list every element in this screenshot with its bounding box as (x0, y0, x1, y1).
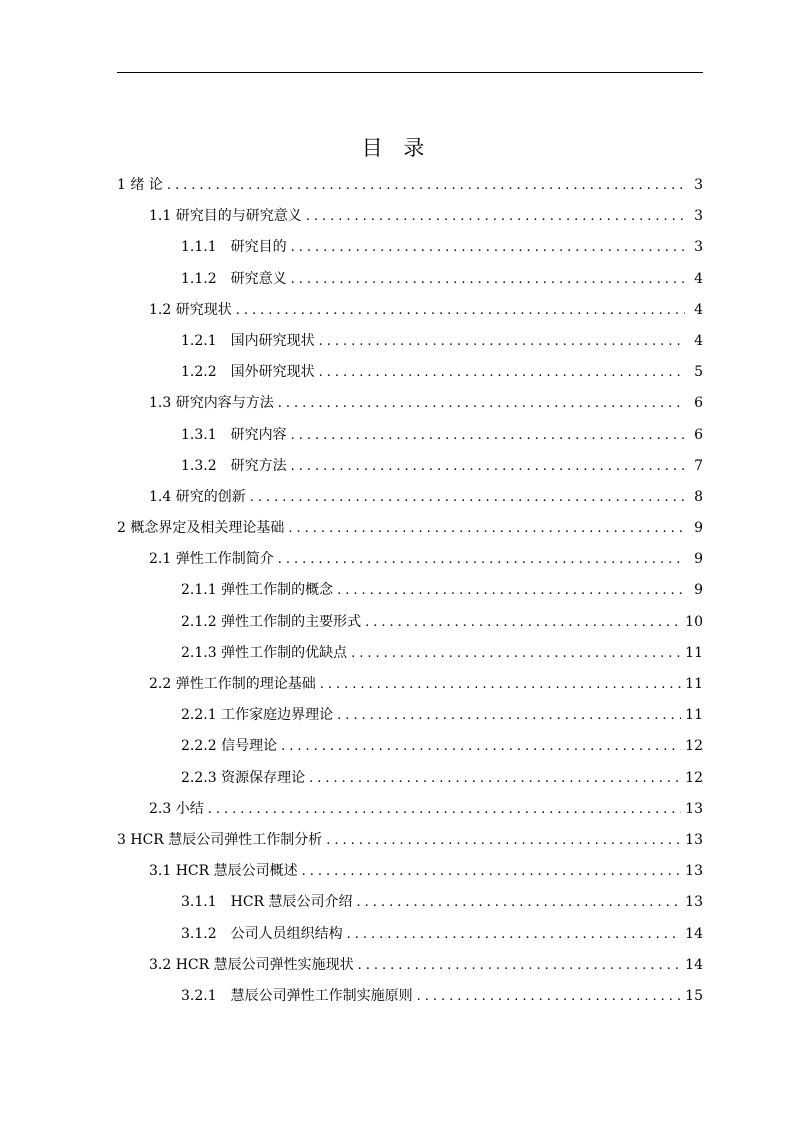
toc-entry-title: 2.1.1 弹性工作制的概念 (181, 582, 334, 599)
toc-entry[interactable] (117, 984, 703, 1015)
toc-entry[interactable] (117, 485, 703, 516)
toc-entry-title: 3.1.2 公司人员组织结构 (181, 925, 343, 942)
toc-entry-title: 1 绪 论 (117, 177, 163, 193)
toc-entry[interactable] (117, 672, 703, 703)
toc-dot-leader (208, 798, 681, 822)
toc-page-number: 3 (694, 208, 703, 225)
toc-entry[interactable] (117, 298, 703, 329)
toc-entry-title: 2.2 弹性工作制的理论基础 (149, 676, 316, 692)
toc-dot-leader (291, 424, 685, 448)
toc-page-number: 8 (694, 488, 703, 505)
toc-page-number: 9 (694, 582, 703, 599)
toc-entry[interactable] (117, 578, 703, 609)
toc-page-number: 6 (694, 395, 703, 412)
toc-entry-title: 3.1 HCR 慧辰公司概述 (149, 863, 298, 880)
toc-page-number: 10 (685, 613, 703, 630)
table-of-contents (117, 173, 703, 1015)
toc-entry-title: 2.2.3 资源保存理论 (181, 769, 306, 786)
toc-page-number: 9 (694, 520, 703, 537)
toc-dot-leader (326, 829, 681, 853)
toc-entry-title: 1.1 研究目的与研究意义 (149, 208, 302, 225)
toc-dot-leader (291, 455, 685, 479)
toc-entry-title: 1.3 研究内容与方法 (149, 395, 274, 412)
toc-page-number: 11 (685, 707, 703, 724)
toc-page-number: 13 (685, 831, 703, 848)
toc-dot-leader (358, 954, 682, 978)
toc-entry[interactable] (117, 204, 703, 235)
toc-page-number: 12 (685, 769, 703, 786)
toc-dot-leader (291, 236, 685, 260)
toc-entry-title: 1.2.2 国外研究现状 (181, 364, 315, 381)
toc-entry[interactable] (117, 922, 703, 953)
toc-dot-leader (250, 486, 685, 510)
toc-page-number: 6 (694, 426, 703, 443)
toc-entry[interactable] (117, 173, 703, 204)
toc-dot-leader (337, 579, 685, 603)
toc-entry[interactable] (117, 859, 703, 890)
toc-entry-title: 1.3.2 研究方法 (181, 457, 287, 474)
toc-dot-leader (320, 673, 681, 697)
toc-page-number: 3 (694, 239, 703, 256)
toc-entry[interactable] (117, 454, 703, 485)
toc-dot-leader (281, 735, 681, 759)
toc-page-number: 4 (694, 301, 703, 318)
toc-entry-title: 1.2 研究现状 (149, 301, 232, 318)
toc-page-number: 4 (694, 270, 703, 287)
toc-page-number: 13 (685, 894, 703, 911)
toc-dot-leader (309, 767, 681, 791)
toc-entry[interactable] (117, 953, 703, 984)
toc-page-number: 14 (685, 956, 703, 973)
toc-entry[interactable] (117, 828, 703, 859)
toc-dot-leader (278, 548, 685, 572)
toc-entry-title: 2.2.1 工作家庭边界理论 (181, 707, 334, 724)
toc-dot-leader (278, 392, 685, 416)
toc-entry[interactable] (117, 890, 703, 921)
toc-entry[interactable] (117, 641, 703, 672)
toc-dot-leader (365, 611, 681, 635)
toc-dot-leader (417, 985, 682, 1009)
toc-entry-title: 2.1 弹性工作制简介 (149, 551, 274, 568)
toc-page-number: 7 (694, 457, 703, 474)
toc-dot-leader (236, 299, 685, 323)
toc-page-number: 13 (685, 800, 703, 817)
toc-entry[interactable] (117, 734, 703, 765)
toc-dot-leader (306, 205, 685, 229)
header-rule (117, 72, 703, 73)
toc-entry[interactable] (117, 267, 703, 298)
toc-page-number: 15 (685, 987, 703, 1004)
toc-page-number: 12 (685, 738, 703, 755)
toc-dot-leader (288, 517, 685, 541)
toc-page-number: 9 (694, 551, 703, 568)
toc-dot-leader (347, 923, 682, 947)
toc-entry-title: 3 HCR 慧辰公司弹性工作制分析 (117, 831, 323, 848)
toc-entry[interactable] (117, 516, 703, 547)
toc-entry[interactable] (117, 547, 703, 578)
toc-title: 目 录 (361, 136, 432, 160)
toc-page-number: 3 (694, 177, 703, 193)
toc-entry[interactable] (117, 360, 703, 391)
toc-dot-leader (167, 174, 685, 198)
toc-entry[interactable] (117, 391, 703, 422)
toc-dot-leader (337, 704, 681, 728)
toc-dot-leader (319, 361, 685, 385)
toc-entry-title: 2.3 小结 (149, 800, 204, 817)
toc-page-number: 13 (685, 863, 703, 880)
toc-dot-leader (291, 268, 685, 292)
toc-entry[interactable] (117, 703, 703, 734)
toc-entry-title: 2.1.3 弹性工作制的优缺点 (181, 644, 348, 661)
toc-entry[interactable] (117, 235, 703, 266)
toc-entry-title: 2.2.2 信号理论 (181, 738, 278, 755)
toc-entry-title: 1.1.1 研究目的 (181, 239, 287, 256)
toc-dot-leader (302, 860, 682, 884)
toc-page-number: 4 (694, 332, 703, 349)
toc-entry[interactable] (117, 766, 703, 797)
toc-dot-leader (319, 330, 685, 354)
toc-entry-title: 1.1.2 研究意义 (181, 270, 287, 287)
toc-dot-leader (351, 642, 681, 666)
toc-entry[interactable] (117, 610, 703, 641)
toc-page-number: 5 (694, 364, 703, 381)
toc-dot-leader (357, 891, 682, 915)
toc-entry-title: 2.1.2 弹性工作制的主要形式 (181, 613, 362, 630)
toc-entry-title: 3.1.1 HCR 慧辰公司介绍 (181, 894, 353, 911)
toc-entry-title: 1.3.1 研究内容 (181, 426, 287, 443)
toc-entry-title: 1.4 研究的创新 (149, 488, 246, 505)
toc-page-number: 11 (685, 644, 703, 661)
toc-page-number: 14 (685, 925, 703, 942)
toc-entry[interactable] (117, 797, 703, 828)
toc-entry[interactable] (117, 329, 703, 360)
toc-entry-title: 3.2 HCR 慧辰公司弹性实施现状 (149, 956, 354, 973)
toc-entry[interactable] (117, 423, 703, 454)
toc-entry-title: 1.2.1 国内研究现状 (181, 332, 315, 349)
toc-entry-title: 2 概念界定及相关理论基础 (117, 520, 285, 537)
toc-entry-title: 3.2.1 慧辰公司弹性工作制实施原则 (181, 987, 413, 1004)
toc-page-number: 11 (685, 676, 703, 692)
